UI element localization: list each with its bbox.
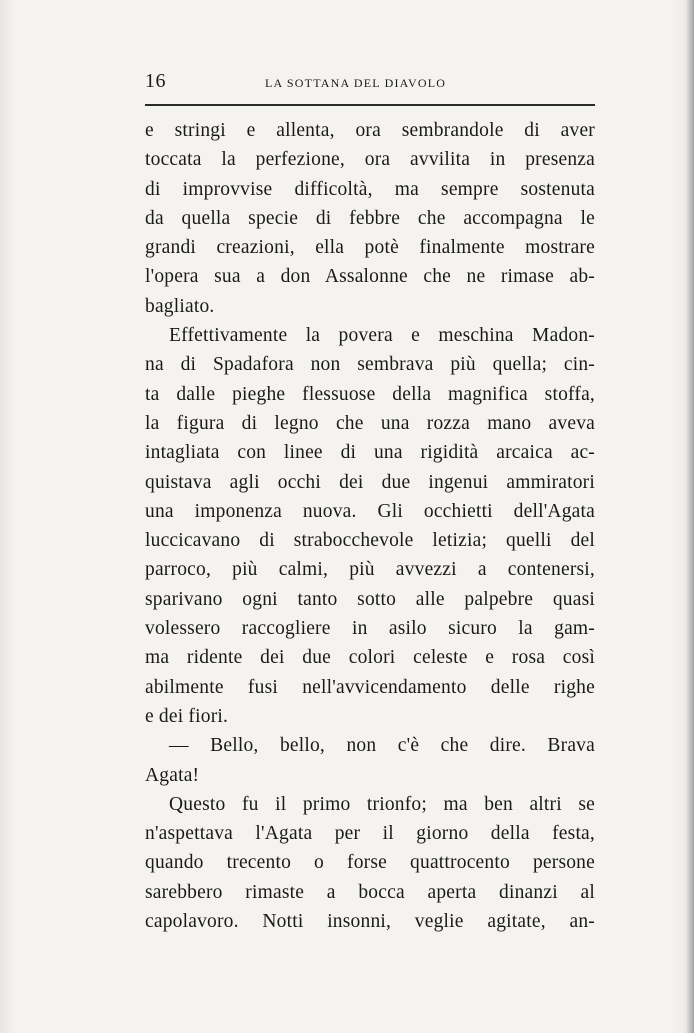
text-line: volessero raccogliere in asilo sicuro la gam-: [145, 618, 595, 640]
text-line: sarebbero rimaste a bocca aperta dinanzi al: [145, 881, 595, 903]
body-text: [145, 116, 595, 936]
text-line: intagliata con linee di una rigidità arcaica ac-: [145, 442, 595, 464]
page-number: 16: [145, 70, 166, 92]
text-line: n'aspettava l'Agata per il giorno della festa,: [145, 823, 595, 845]
text-line: luccicavano di strabocchevole letizia; quelli del: [145, 530, 595, 552]
text-line: na di Spadafora non sembrava più quella; cin-: [145, 354, 595, 376]
text-line: sparivano ogni tanto sotto alle palpebre quasi: [145, 588, 595, 610]
text-line: e dei fiori.: [145, 705, 229, 727]
text-line: abilmente fusi nell'avvicendamento delle righe: [145, 676, 595, 698]
header-rule: [145, 104, 595, 106]
text-line: — Bello, bello, non c'è che dire. Brava: [169, 735, 595, 757]
text-line: di improvvise difficoltà, ma sempre sostenuta: [145, 178, 595, 200]
text-line: grandi creazioni, ella potè finalmente mostrare: [145, 237, 595, 259]
running-title: LA SOTTANA DEL DIAVOLO: [265, 76, 447, 90]
text-line: parroco, più calmi, più avvezzi a contenersi,: [145, 559, 595, 581]
text-line: toccata la perfezione, ora avvilita in presenza: [145, 149, 595, 171]
text-line: l'opera sua a don Assalonne che ne rimase ab-: [145, 266, 595, 288]
text-line: da quella specie di febbre che accompagna le: [145, 207, 595, 229]
page-header: [145, 70, 595, 98]
text-line: capolavoro. Notti insonni, veglie agitate, an-: [145, 911, 595, 933]
text-line: Agata!: [145, 764, 200, 786]
text-line: ma ridente dei due colori celeste e rosa così: [145, 647, 595, 669]
page-edge-shadow: [686, 0, 694, 1033]
text-line: quistava agli occhi dei due ingenui ammiratori: [145, 471, 595, 493]
text-line: Questo fu il primo trionfo; ma ben altri se: [169, 793, 595, 815]
text-line: la figura di legno che una rozza mano aveva: [145, 412, 595, 434]
text-line: Effettivamente la povera e meschina Madon-: [169, 325, 595, 347]
text-line: bagliato.: [145, 295, 215, 317]
text-line: e stringi e allenta, ora sembrandole di aver: [145, 120, 595, 141]
text-line: quando trecento o forse quattrocento persone: [145, 852, 595, 874]
text-line: ta dalle pieghe flessuose della magnifica stoffa,: [145, 383, 595, 405]
text-line: una imponenza nuova. Gli occhietti dell'Agata: [145, 500, 595, 522]
